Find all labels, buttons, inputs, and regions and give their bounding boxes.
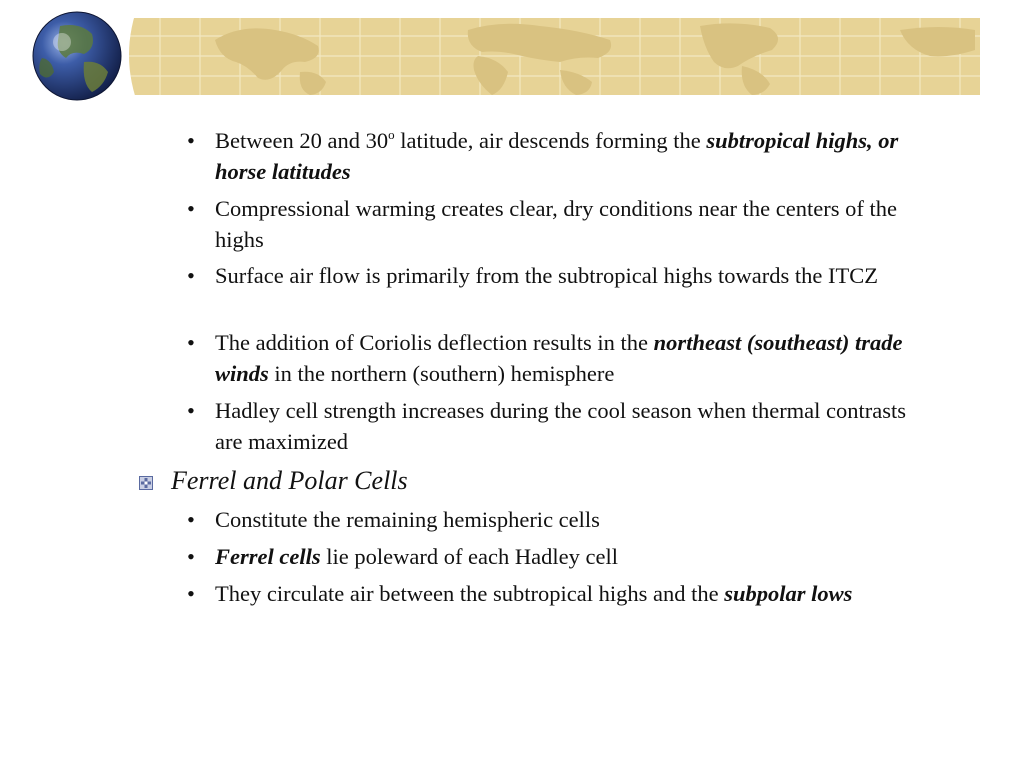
degree-superscript: o xyxy=(388,126,395,142)
key-term: subpolar lows xyxy=(724,581,853,606)
bullet-text: in the northern (southern) hemisphere xyxy=(268,360,615,386)
bullet-text: latitude, air descends forming the xyxy=(394,128,707,153)
bullet-text: The addition of Coriolis deflection results in the xyxy=(215,330,654,355)
heading-bullet-icon xyxy=(139,476,153,490)
bullet-dot: • xyxy=(187,196,195,221)
list-item xyxy=(187,328,931,389)
bullet-text: Hadley cell strength increases during the cool season when thermal contrasts are maximized xyxy=(215,398,907,454)
bullet-text: Surface air flow is primarily from the subtropical highs towards the ITCZ xyxy=(215,263,878,288)
bullet-text: lie poleward of each Hadley cell xyxy=(320,544,618,569)
bullet-dot: • xyxy=(187,581,195,606)
list-item xyxy=(187,579,931,610)
bullet-dot: • xyxy=(187,507,195,532)
list-item xyxy=(187,542,931,573)
bullet-dot: • xyxy=(187,544,195,569)
bullet-dot: • xyxy=(187,128,195,153)
list-item xyxy=(187,126,931,187)
bullet-text: Constitute the remaining hemispheric cells xyxy=(215,507,600,532)
bullet-dot: • xyxy=(187,330,195,355)
bullet-dot: • xyxy=(187,263,195,288)
bullet-text: Between 20 and 30 xyxy=(215,128,389,153)
bullet-text: They circulate air between the subtropical highs and the xyxy=(215,581,725,606)
section-heading: Ferrel and Polar Cells xyxy=(171,466,408,495)
key-term: subtropical highs, or horse latitudes xyxy=(215,128,899,184)
bullet-text: Compressional warming creates clear, dry conditions near the centers of the highs xyxy=(215,196,897,252)
list-item xyxy=(187,261,931,292)
key-term: Ferrel cells xyxy=(215,544,321,569)
list-item xyxy=(187,194,931,255)
key-term: northeast (southeast) trade winds xyxy=(215,330,903,386)
list-item xyxy=(187,396,931,457)
list-item xyxy=(187,505,931,536)
bullet-dot: • xyxy=(187,398,195,423)
